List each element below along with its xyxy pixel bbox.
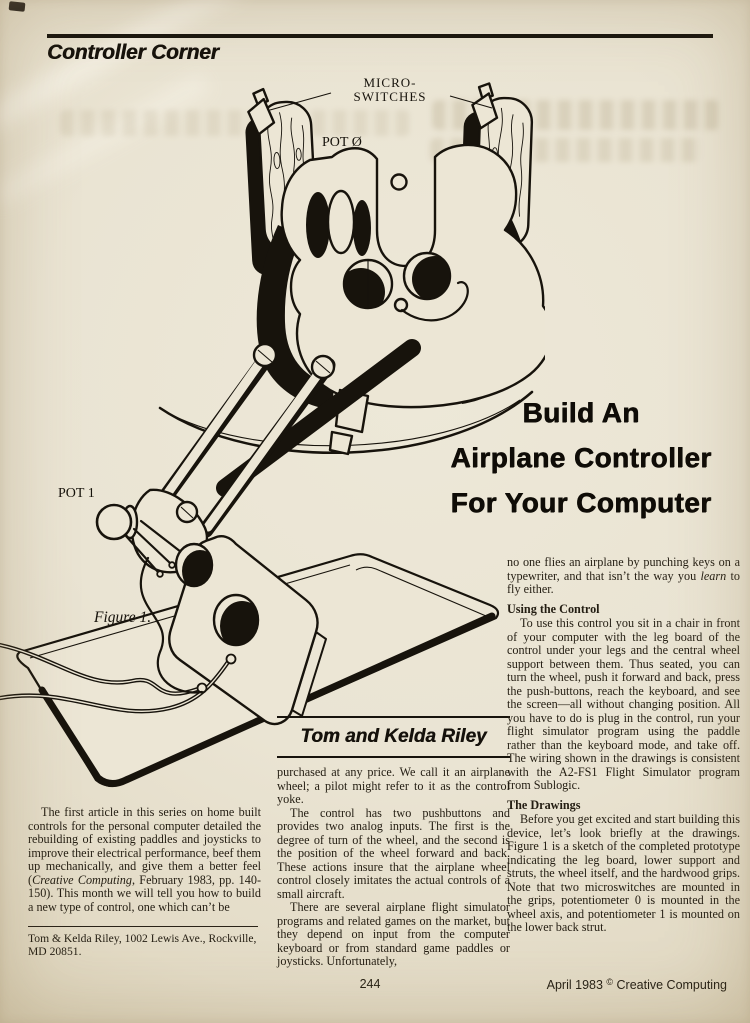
figure-caption: Figure 1. xyxy=(94,609,152,626)
paragraph: There are several airplane flight simulator programs and related games on the market, but they depend on input from the computer keyboard or from standard game paddles or joysticks. Unfortunately, xyxy=(277,900,510,968)
wheel-screw xyxy=(395,299,407,311)
paragraph: The first article in this series on home built controls for the personal computer detailed the rebuilding of existing paddles and joysticks to improve their electrical performance, beef them up mechanically, and give them a better feel (Creative Computing, February 1983, pp. 140-150). This month we will tell you how to build a new type of control, one which can’t be xyxy=(28,805,262,914)
paragraph: Before you get excited and start building this device, let’s look briefly at the drawings. Figure 1 is a sketch of the completed prototype indicating the leg board, lower support and struts, the wheel itself, and the hardwood grips. Note that two microswitches are mounted in the grips, potentiometer 0 is mounted in the wheel axis, and potentiometer 1 is mounted on the lower back strut. xyxy=(507,812,740,934)
subheading-using-the-control: Using the Control xyxy=(507,601,600,616)
page-number: 244 xyxy=(359,977,381,991)
pot-1-knob xyxy=(97,505,131,539)
column-right xyxy=(507,556,740,935)
section-title: Controller Corner xyxy=(47,41,219,64)
copyright-symbol: © xyxy=(606,977,614,987)
subheading-the-drawings: The Drawings xyxy=(507,797,581,812)
column-middle xyxy=(277,766,510,969)
label-pot0: POT Ø xyxy=(322,135,362,150)
byline-box xyxy=(277,716,510,758)
label-pot1: POT 1 xyxy=(58,486,95,501)
label-microswitches: SWITCHES xyxy=(353,89,427,104)
paragraph: To use this control you sit in a chair in front of your computer with the leg board of the control under your legs and the central wheel support between them. Thus seated, you can turn the wheel, push it forward and back, press the push-buttons, reach the keyboard, and see the screen—all without changing position. All you have to do is plug in the control, run your flight simulator program using the paddle rather than the keyboard mode, and take off. The wiring shown in the drawings is consistent with the A2-FS1 Flight Simulator program from Sublogic. xyxy=(507,616,740,792)
footer-credit: April 1983 © Creative Computing xyxy=(546,977,727,992)
pot-0 xyxy=(306,191,371,258)
title-line-1: Build An xyxy=(522,397,640,428)
scan-artifact-corner xyxy=(9,1,26,12)
footnote-rule xyxy=(28,926,258,927)
paragraph: The control has two pushbuttons and provides two analog inputs. The first is the degree of turn of the wheel, and the second is the position of the wheel forward and back. These actions insure that the airplane wheel control closely imitates the actual controls of a small aircraft. xyxy=(277,805,510,901)
wheel-center-hole xyxy=(392,175,407,190)
article-title xyxy=(420,390,742,525)
author-footnote: Tom & Kelda Riley, 1002 Lewis Ave., Rockville, MD 20851. xyxy=(28,932,257,958)
label-microswitches: MICRO- xyxy=(363,75,417,90)
title-line-3: For Your Computer xyxy=(450,487,712,518)
strut-screw xyxy=(254,344,276,366)
title-line-2: Airplane Controller xyxy=(450,442,712,473)
column-left xyxy=(28,806,261,958)
paragraph: purchased at any price. We call it an airplane wheel; a pilot might refer to it as the control yoke. xyxy=(277,765,510,806)
paragraph: no one flies an airplane by punching keys on a typewriter, and that isn’t the way you learn to fly either. xyxy=(507,555,741,596)
byline: Tom and Kelda Riley xyxy=(300,726,487,747)
header-rule xyxy=(47,34,713,38)
